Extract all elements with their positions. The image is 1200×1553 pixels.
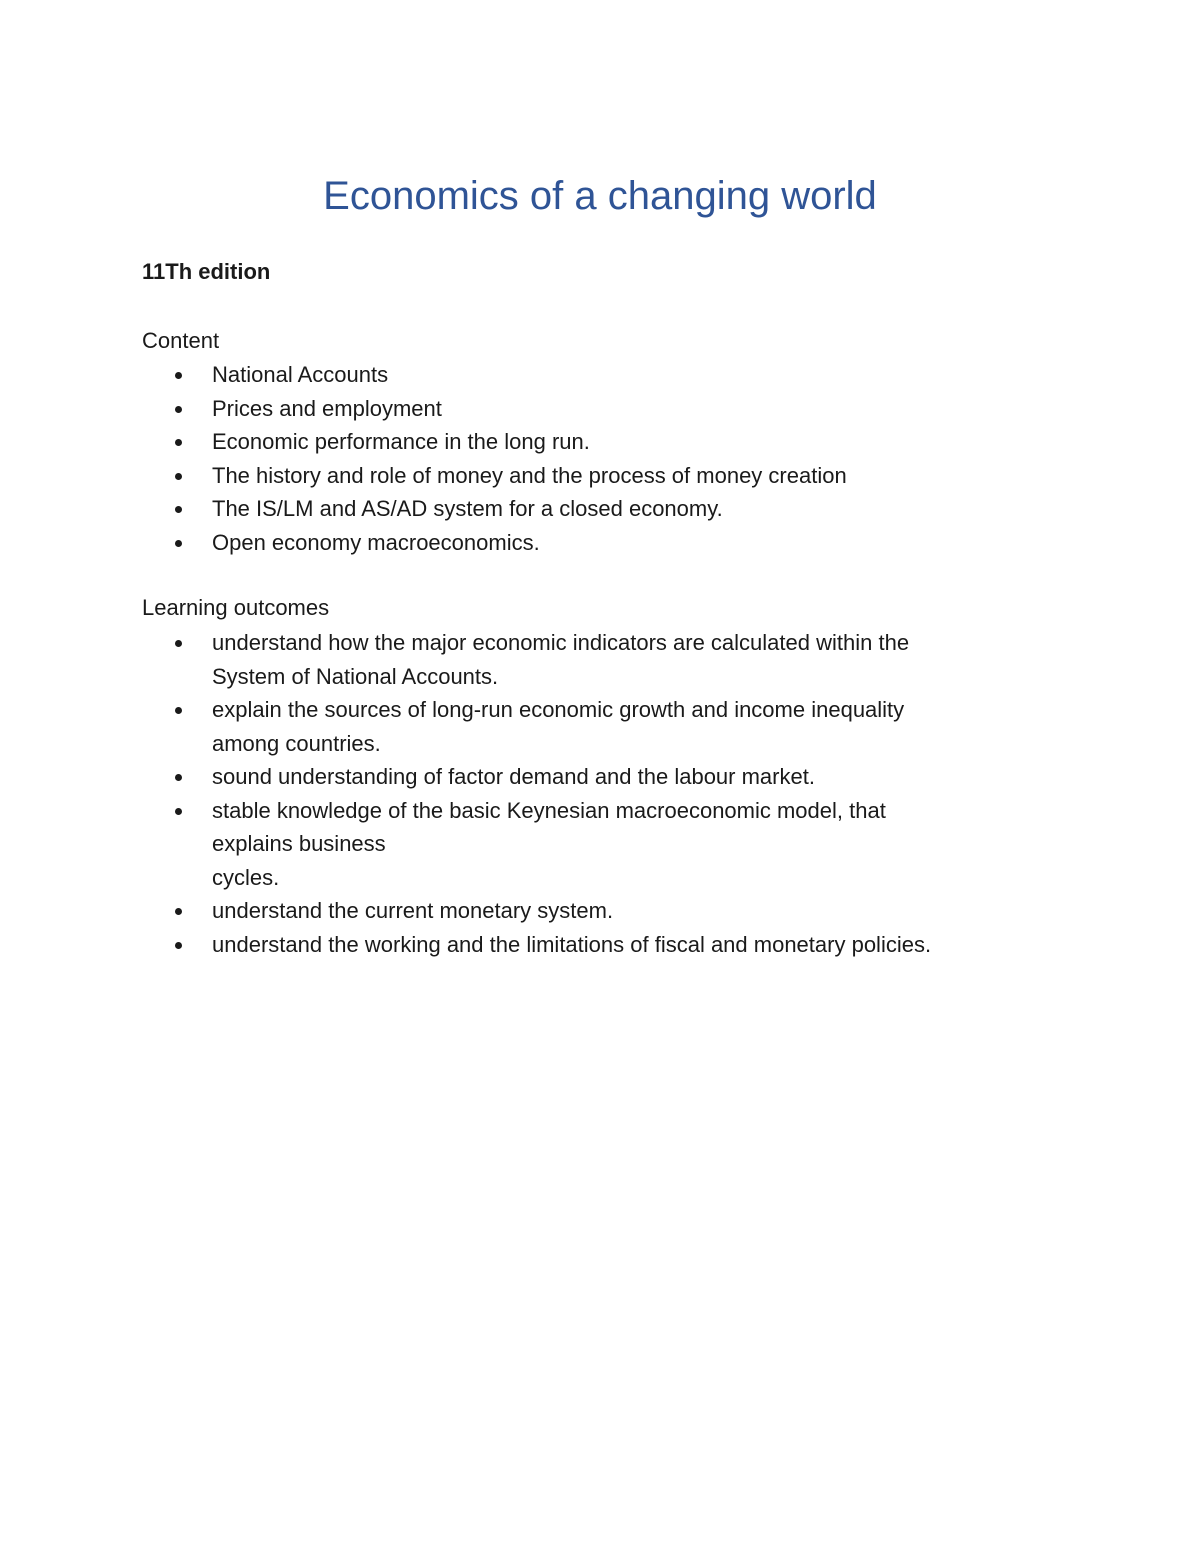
list-item xyxy=(142,425,1042,459)
list-item-text: System of National Accounts. xyxy=(212,663,499,689)
list-item xyxy=(142,894,1042,928)
list-item-text: Prices and employment xyxy=(212,395,442,421)
bullet-icon xyxy=(175,808,182,815)
bullet-icon xyxy=(175,774,182,781)
document-title: Economics of a changing world xyxy=(323,174,877,218)
content-heading: Content xyxy=(142,328,220,353)
list-item xyxy=(142,392,1042,426)
list-item-text: The history and role of money and the process of money creation xyxy=(212,462,847,488)
list-item-text: The IS/LM and AS/AD system for a closed economy. xyxy=(212,496,723,521)
list-item-text: National Accounts xyxy=(212,362,389,387)
edition-label: 11Th edition xyxy=(142,259,271,284)
list-item xyxy=(142,492,1042,526)
list-item-text: understand how the major economic indicators are calculated within the xyxy=(212,630,910,655)
list-item-text: understand the working and the limitations of fiscal and monetary policies. xyxy=(212,931,932,957)
list-item-text: stable knowledge of the basic Keynesian macroeconomic model, that xyxy=(212,797,886,823)
list-item xyxy=(142,760,1042,794)
bullet-icon xyxy=(175,640,182,647)
list-item-text: explains business xyxy=(212,831,386,856)
bullet-icon xyxy=(175,372,182,379)
learning-outcomes-heading: Learning outcomes xyxy=(142,595,330,620)
bullet-icon xyxy=(175,473,182,480)
list-item xyxy=(142,526,1042,560)
bullet-icon xyxy=(175,540,182,547)
list-item-text: Open economy macroeconomics. xyxy=(212,529,540,555)
content-list xyxy=(142,358,1042,559)
list-item xyxy=(142,358,1042,392)
bullet-icon xyxy=(175,439,182,446)
list-item xyxy=(142,626,1042,693)
list-item-text: sound understanding of factor demand and the labour market. xyxy=(212,764,815,789)
bullet-icon xyxy=(175,908,182,915)
list-item xyxy=(142,459,1042,493)
list-item xyxy=(142,794,1042,895)
learning-outcomes-list xyxy=(142,626,1042,961)
bullet-icon xyxy=(175,506,182,513)
list-item-text: cycles. xyxy=(212,864,280,890)
list-item-text: among countries. xyxy=(212,730,381,756)
list-item-text: understand the current monetary system. xyxy=(212,898,614,923)
list-item xyxy=(142,693,1042,760)
list-item-text: explain the sources of long-run economic growth and income inequality xyxy=(212,697,905,722)
list-item-text: Economic performance in the long run. xyxy=(212,429,590,454)
list-item xyxy=(142,928,1042,962)
bullet-icon xyxy=(175,406,182,413)
bullet-icon xyxy=(175,707,182,714)
bullet-icon xyxy=(175,942,182,949)
